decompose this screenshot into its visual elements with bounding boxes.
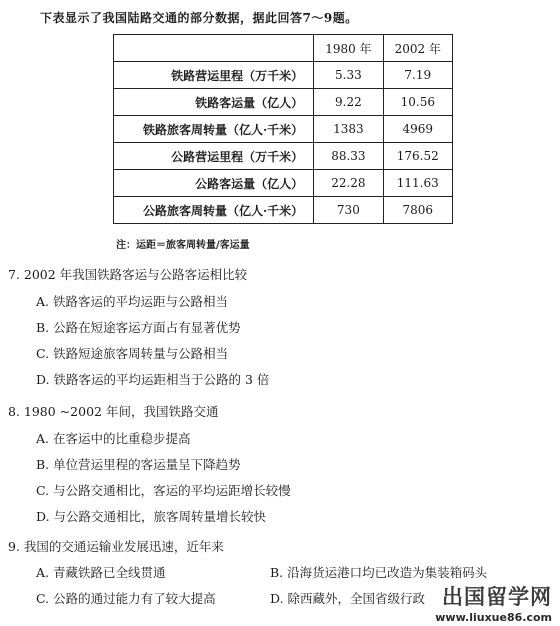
table-row — [114, 116, 453, 143]
question-7-option-b: B. 公路在短途客运方面占有显著优势 — [36, 320, 241, 335]
watermark-url: www.liuxue86.com — [435, 611, 552, 624]
cell-2002: 10.56 — [383, 89, 452, 116]
table-row — [114, 170, 453, 197]
question-7-option-c: C. 铁路短途旅客周转量与公路相当 — [36, 346, 229, 361]
cell-1980: 730 — [314, 197, 383, 224]
cell-2002: 7.19 — [383, 62, 452, 89]
row-label: 铁路营运里程（万千米） — [114, 62, 314, 89]
table-row — [114, 143, 453, 170]
table-row — [114, 197, 453, 224]
table-corner-cell — [114, 35, 314, 62]
question-8-option-c: C. 与公路交通相比，客运的平均运距增长较慢 — [36, 483, 291, 498]
question-7-option-a: A. 铁路客运的平均运距与公路相当 — [36, 294, 228, 309]
site-watermark — [435, 581, 552, 624]
row-label: 公路客运量（亿人） — [114, 170, 314, 197]
question-9-option-c: C. 公路的通过能力有了较大提高 — [36, 591, 216, 606]
row-label: 铁路旅客周转量（亿人·千米） — [114, 116, 314, 143]
question-9-stem: 9. 我国的交通运输业发展迅速，近年来 — [8, 539, 224, 554]
cell-1980: 88.33 — [314, 143, 383, 170]
cell-1980: 22.28 — [314, 170, 383, 197]
table-note: 注：运距＝旅客周转量/客运量 — [116, 240, 250, 251]
question-8-option-a: A. 在客运中的比重稳步提高 — [36, 431, 191, 446]
transport-data-table — [113, 34, 453, 224]
cell-1980: 5.33 — [314, 62, 383, 89]
table-row — [114, 89, 453, 116]
cell-2002: 111.63 — [383, 170, 452, 197]
question-8-stem: 8. 1980 ~2002 年间，我国铁路交通 — [8, 404, 219, 419]
question-8-option-d: D. 与公路交通相比，旅客周转量增长较快 — [36, 509, 267, 524]
cell-2002: 176.52 — [383, 143, 452, 170]
question-7-stem: 7. 2002 年我国铁路客运与公路客运相比较 — [8, 267, 248, 282]
row-label: 公路旅客周转量（亿人·千米） — [114, 197, 314, 224]
row-label: 公路营运里程（万千米） — [114, 143, 314, 170]
cell-2002: 4969 — [383, 116, 452, 143]
question-8-option-b: B. 单位营运里程的客运量呈下降趋势 — [36, 457, 241, 472]
question-9-option-b: B. 沿海货运港口均已改造为集装箱码头 — [270, 565, 488, 580]
intro-text: 下表显示了我国陆路交通的部分数据，据此回答7～9题。 — [40, 11, 358, 25]
table-header-1980: 1980 年 — [314, 35, 383, 62]
cell-1980: 9.22 — [314, 89, 383, 116]
table-row — [114, 62, 453, 89]
watermark-title: 出国留学网 — [442, 585, 552, 609]
cell-1980: 1383 — [314, 116, 383, 143]
row-label: 铁路客运量（亿人） — [114, 89, 314, 116]
cell-2002: 7806 — [383, 197, 452, 224]
question-7-option-d: D. 铁路客运的平均运距相当于公路的 3 倍 — [36, 372, 270, 387]
question-9-option-d: D. 除西藏外，全国省级行政 — [270, 591, 426, 606]
question-9-option-a: A. 青藏铁路已全线贯通 — [36, 565, 166, 580]
table-header-row — [114, 35, 453, 62]
table-header-2002: 2002 年 — [383, 35, 452, 62]
